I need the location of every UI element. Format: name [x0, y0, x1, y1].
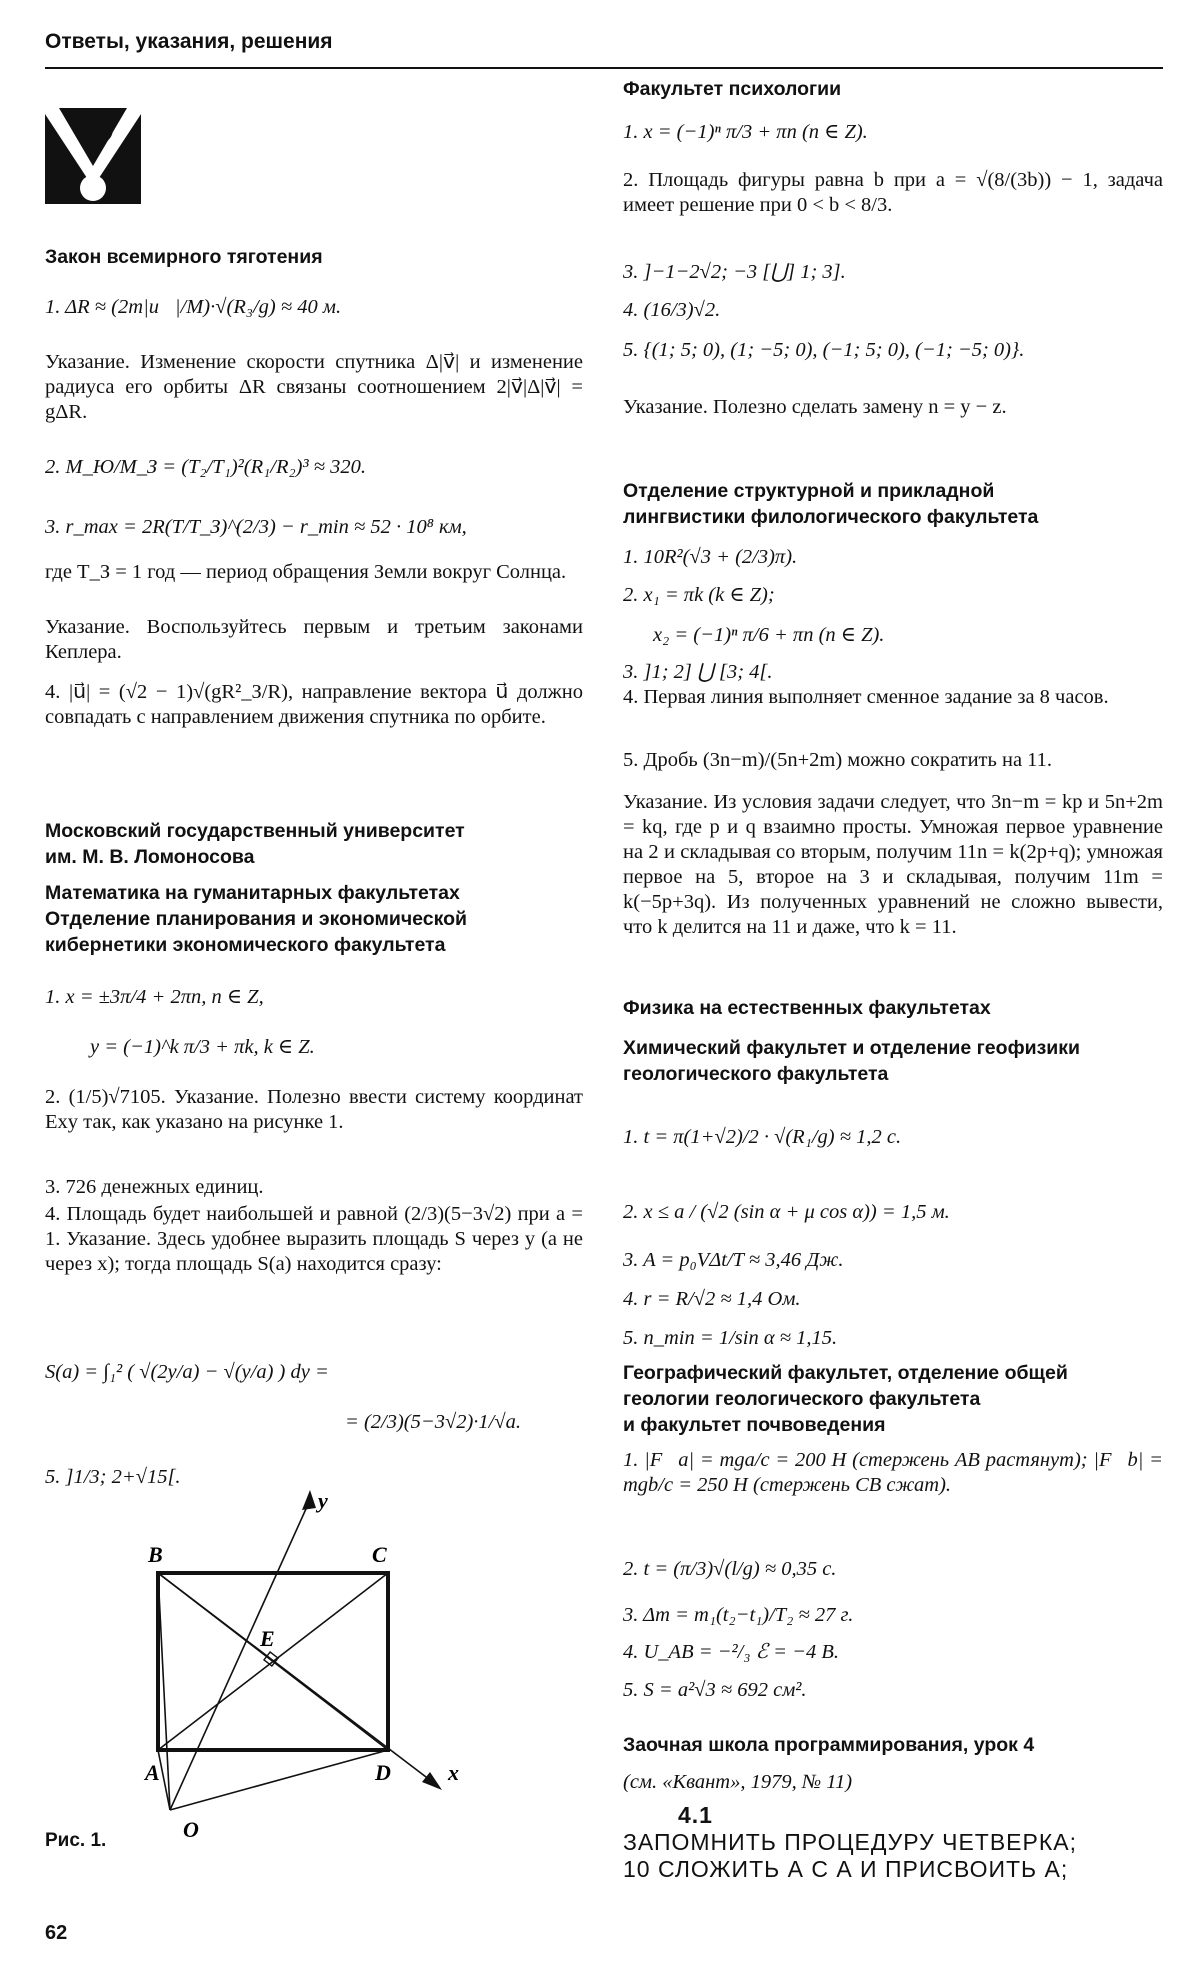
gravity-answer-4: 4. |u⃗| = (√2 − 1)√(gR²_З/R), направление вектора u⃗ должно совпадать с направлением движения спутника по орбите. — [45, 681, 583, 728]
ling-answer-4: 4. Первая линия выполняет сменное задание за 8 часов. — [623, 686, 1109, 708]
msu-answer-1-line-1: 1. x = ±3π/4 + 2πn, n ∈ Z, — [45, 986, 264, 1008]
subsection-title-chemistry-2: геологического факультета — [623, 1063, 889, 1085]
chem-answer-3: 3. A = p₀VΔt/T ≈ 3,46 Дж. — [623, 1249, 844, 1271]
gravity-hint-3: Указание. Воспользуйтесь первым и третьим законами Кеплера. — [45, 616, 583, 663]
chem-answer-2: 2. x ≤ a / (√2 (sin α + μ cos α)) = 1,5 м. — [623, 1201, 950, 1223]
subsection-title-geography-2: геологии геологического факультета — [623, 1388, 981, 1410]
point-e-label: E — [260, 1626, 275, 1651]
point-o-label: O — [183, 1817, 199, 1842]
chem-answer-1: 1. t = π(1+√2)/2 · √(R₁/g) ≈ 1,2 с. — [623, 1126, 902, 1148]
line-od — [170, 1750, 388, 1810]
header-rule — [45, 67, 1163, 69]
subsection-title-3: кибернетики экономического факультета — [45, 934, 446, 956]
figure-caption: Рис. 1. — [45, 1830, 107, 1851]
msu-answer-2: 2. (1/5)√7105. Указание. Полезно ввести систему координат Exy так, как указано на рисунке 1. — [45, 1086, 583, 1133]
code-listing-label: 4.1 — [678, 1802, 713, 1828]
msu-formula-line-1: S(a) = ∫₁² ( √(2y/a) − √(y/a) ) dy = — [45, 1361, 329, 1383]
section-title-psychology: Факультет психологии — [623, 78, 842, 100]
page-number: 62 — [45, 1922, 68, 1944]
section-title-linguistics-1: Отделение структурной и прикладной — [623, 480, 995, 502]
section-title-gravity: Закон всемирного тяготения — [45, 246, 323, 268]
subsection-title-chemistry-1: Химический факультет и отделение геофизики — [623, 1037, 1081, 1059]
ling-answer-1: 1. 10R²(√3 + (2/3)π). — [623, 546, 798, 568]
msu-answer-1-line-2: y = (−1)^k π/3 + πk, k ∈ Z. — [90, 1036, 315, 1058]
ling-answer-3: 3. ]1; 2] ⋃ [3; 4[. — [623, 661, 773, 683]
geo-answer-5: 5. S = a²√3 ≈ 692 см². — [623, 1679, 807, 1701]
y-axis-arrow-icon — [302, 1490, 316, 1510]
gravity-answer-1: 1. ΔR ≈ (2m|u⃗|/M)·√(R₃/g) ≈ 40 м. — [45, 296, 342, 318]
programming-school-reference: (см. «Квант», 1979, № 11) — [623, 1771, 853, 1793]
point-d-label: D — [375, 1760, 391, 1785]
subsection-title-geography-1: Географический факультет, отделение общей — [623, 1362, 1068, 1384]
axis-y-label: y — [318, 1488, 328, 1513]
psych-answer-3: 3. ]−1−2√2; −3 [⋃] 1; 3]. — [623, 261, 846, 283]
section-title-linguistics-2: лингвистики филологического факультета — [623, 506, 1039, 528]
x-axis-arrow-icon — [422, 1772, 442, 1790]
chem-answer-4: 4. r = R/√2 ≈ 1,4 Ом. — [623, 1288, 801, 1310]
chem-answer-5: 5. n_min = 1/sin α ≈ 1,15. — [623, 1327, 838, 1349]
ling-answer-5: 5. Дробь (3n−m)/(5n+2m) можно сократить на 11. — [623, 749, 1053, 771]
code-line-2: 10 СЛОЖИТЬ А С А И ПРИСВОИТЬ А; — [623, 1856, 1069, 1882]
point-b-label: B — [148, 1542, 163, 1567]
msu-answer-3: 3. 726 денежных единиц. — [45, 1176, 264, 1198]
msu-answer-4: 4. Площадь будет наибольшей и равной (2/3)(5−3√2) при a = 1. Указание. Здесь удобнее выразить площадь S через y (а не через x); тогда площадь S(a) находится сразу: — [45, 1203, 583, 1275]
ling-hint: Указание. Из условия задачи следует, что 3n−m = kp и 5n+2m = kq, где p и q взаимно просты. Умножая первое уравнение на 2 и складывая со вторым, получим 11n = k(2p+q); умножая первое на 5, второе на 3 и складывая, получим 11m = k(−5p+3q). Из полученных уравнений не сложно вывести, что k делится на 11 и даже, что k = 11. — [623, 791, 1163, 938]
point-a-label: A — [145, 1760, 160, 1785]
point-c-label: C — [372, 1542, 387, 1567]
section-title-programming-school: Заочная школа программирования, урок 4 — [623, 1734, 1035, 1756]
subsection-title-geography-3: и факультет почвоведения — [623, 1414, 886, 1436]
psych-answer-5: 5. {(1; 5; 0), (1; −5; 0), (−1; 5; 0), (−1; −5; 0)}. — [623, 339, 1025, 361]
figure-1 — [30, 1480, 550, 1860]
psych-hint: Указание. Полезно сделать замену n = y − z. — [623, 396, 1007, 418]
msu-answer-5: 5. ]1/3; 2+√15[. — [45, 1466, 181, 1488]
gravity-answer-3-note: где T_З = 1 год — период обращения Земли вокруг Солнца. — [45, 561, 567, 583]
subsection-title-1: Математика на гуманитарных факультетах — [45, 882, 460, 904]
geo-answer-4: 4. U_AB = −²/₃ ℰ = −4 В. — [623, 1641, 839, 1663]
geo-answer-1: 1. |F⃗a| = mga/c = 200 Н (стержень AB растянут); |F⃗b| = mgb/c = 250 Н (стержень CB сжат). — [623, 1449, 1163, 1496]
geo-answer-3: 3. Δm = m₁(t₂−t₁)/T₂ ≈ 27 г. — [623, 1604, 854, 1626]
msu-formula-line-2: = (2/3)(5−3√2)·1/√a. — [345, 1411, 521, 1433]
question-logo-icon — [45, 108, 141, 204]
psych-answer-4: 4. (16/3)√2. — [623, 299, 721, 321]
gravity-hint-1: Указание. Изменение скорости спутника Δ|v⃗| и изменение радиуса его орбиты ΔR связаны соотношением 2|v⃗|Δ|v⃗| = gΔR. — [45, 351, 583, 423]
gravity-answer-3: 3. r_max = 2R(T/T_З)^(2/3) − r_min ≈ 52 · 10⁸ км, — [45, 516, 467, 538]
axis-x-label: x — [448, 1760, 459, 1785]
geo-answer-2: 2. t = (π/3)√(l/g) ≈ 0,35 с. — [623, 1558, 837, 1580]
subsection-title-2: Отделение планирования и экономической — [45, 908, 468, 930]
section-title-msu-1: Московский государственный университет — [45, 820, 465, 842]
section-title-physics: Физика на естественных факультетах — [623, 997, 991, 1019]
psych-answer-1: 1. x = (−1)ⁿ π/3 + πn (n ∈ Z). — [623, 121, 868, 143]
ling-answer-2-line-2: x₂ = (−1)ⁿ π/6 + πn (n ∈ Z). — [653, 624, 885, 646]
psych-answer-2: 2. Площадь фигуры равна b при a = √(8/(3b)) − 1, задача имеет решение при 0 < b < 8/3. — [623, 169, 1163, 216]
ling-answer-2-line-1: 2. x₁ = πk (k ∈ Z); — [623, 584, 775, 606]
gravity-answer-2: 2. M_Ю/M_З = (T₂/T₁)²(R₁/R₂)³ ≈ 320. — [45, 456, 366, 478]
code-line-1: ЗАПОМНИТЬ ПРОЦЕДУРУ ЧЕТВЕРКА; — [623, 1829, 1077, 1855]
section-title-msu-2: им. М. В. Ломоносова — [45, 846, 255, 868]
page-header: Ответы, указания, решения — [45, 30, 333, 53]
y-axis — [170, 1500, 310, 1810]
